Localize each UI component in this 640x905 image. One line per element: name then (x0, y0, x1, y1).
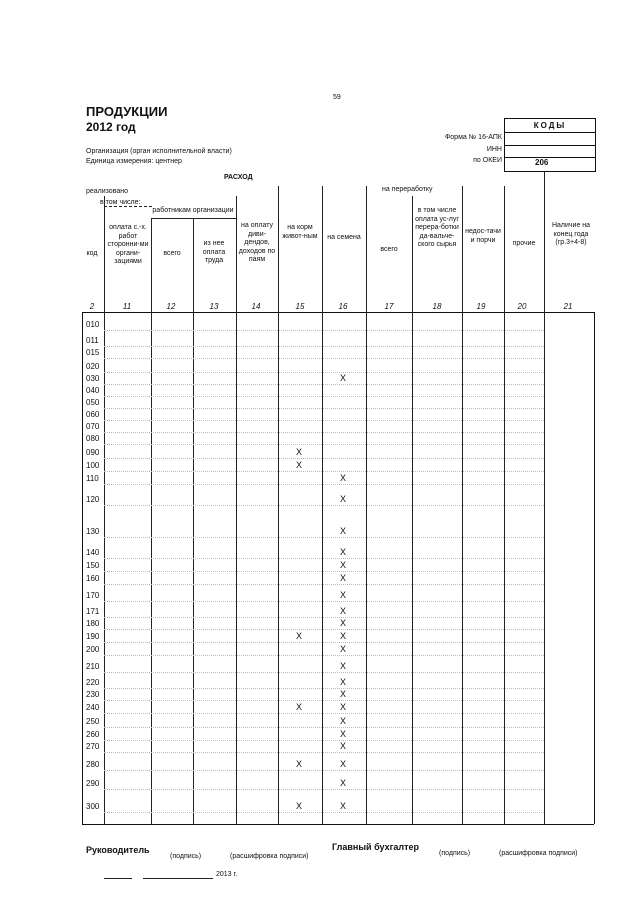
x-mark-col-16: X (340, 494, 347, 504)
x-mark-col-16: X (340, 560, 347, 570)
x-mark-col-16: X (340, 716, 347, 726)
okei-value: 206 (535, 158, 549, 167)
row-code: 300 (86, 802, 100, 811)
unit-label: Единица измерения: центнер (86, 158, 182, 165)
x-mark-col-16: X (340, 741, 347, 751)
x-mark-col-15: X (296, 631, 303, 641)
signature-caption-2: (подпись) (439, 850, 471, 857)
row-code: 100 (86, 461, 100, 470)
signature-decoding-caption-2: (расшифровка подписи) (499, 850, 578, 857)
realizovano-label: реализовано (86, 188, 128, 195)
row-code: 150 (86, 561, 100, 570)
x-mark-col-16: X (340, 778, 347, 788)
column-number: 18 (432, 302, 442, 311)
row-code: 230 (86, 690, 100, 699)
row-code: 220 (86, 678, 100, 687)
header-rabotnikam: работникам организации (152, 207, 234, 214)
row-code: 090 (86, 448, 100, 457)
page-number: 59 (333, 94, 341, 101)
x-mark-col-16: X (340, 573, 347, 583)
glavbuh-label: Главный бухгалтер (332, 842, 420, 852)
codes-box (504, 118, 596, 172)
x-mark-col-16: X (340, 473, 347, 483)
column-number: 16 (338, 302, 348, 311)
x-mark-col-15: X (296, 759, 303, 769)
header-kod: код (86, 250, 98, 257)
row-code: 060 (86, 410, 100, 419)
column-number: 19 (476, 302, 486, 311)
row-code: 200 (86, 645, 100, 654)
header-col-20: прочие (512, 240, 536, 247)
x-mark-col-15: X (296, 801, 303, 811)
column-number: 21 (563, 302, 573, 311)
row-code: 070 (86, 422, 100, 431)
row-code: 040 (86, 386, 100, 395)
rukovoditel-label: Руководитель (86, 845, 150, 855)
x-mark-col-16: X (340, 373, 347, 383)
row-code: 130 (86, 527, 100, 536)
x-mark-col-16: X (340, 677, 347, 687)
x-mark-col-16: X (340, 590, 347, 600)
organization-label: Организация (орган исполнительной власти) (86, 148, 232, 155)
header-col-11: оплата с.-х. работ сторонни-ми органи-зациями (107, 224, 149, 265)
inn-label: ИНН (486, 146, 502, 153)
row-code: 020 (86, 362, 100, 371)
header-col-13: из нее оплата труда (202, 240, 226, 264)
header-col-18: в том числе оплата ус-луг перера-ботки да-вальче-ского сырья (415, 207, 459, 248)
row-code: 280 (86, 760, 100, 769)
row-code: 290 (86, 779, 100, 788)
okei-label: по ОКЕИ (473, 157, 502, 164)
row-code: 050 (86, 398, 100, 407)
column-number: 2 (89, 302, 95, 311)
column-number: 12 (166, 302, 176, 311)
x-mark-col-15: X (296, 702, 303, 712)
report-year: 2012 год (86, 120, 136, 134)
row-code: 240 (86, 703, 100, 712)
page-title: ПРОДУКЦИИ (86, 104, 168, 119)
x-mark-col-16: X (340, 759, 347, 769)
date-year: 2013 г. (216, 871, 238, 878)
row-code: 170 (86, 591, 100, 600)
column-number: 20 (517, 302, 527, 311)
row-code: 270 (86, 742, 100, 751)
row-code: 260 (86, 730, 100, 739)
x-mark-col-16: X (340, 801, 347, 811)
codes-header: КОДЫ (505, 119, 595, 133)
column-number: 13 (209, 302, 219, 311)
x-mark-col-16: X (340, 526, 347, 536)
row-code: 171 (86, 607, 100, 616)
header-col-17: всего (380, 246, 398, 253)
x-mark-col-16: X (340, 547, 347, 557)
row-code: 015 (86, 348, 100, 357)
signature-caption-1: (подпись) (170, 853, 202, 860)
x-mark-col-16: X (340, 631, 347, 641)
na-pererabotku-label: на переработку (382, 186, 433, 193)
row-code: 160 (86, 574, 100, 583)
x-mark-col-16: X (340, 702, 347, 712)
header-col-14: на оплату диви-дендов, доходов по паям (238, 222, 276, 263)
header-col-16: на семена (327, 234, 361, 241)
column-number: 14 (251, 302, 261, 311)
row-code: 011 (86, 336, 99, 345)
header-col-21: Наличие на конец года (гр.3+4-8) (551, 222, 591, 246)
row-code: 120 (86, 495, 100, 504)
x-mark-col-16: X (340, 689, 347, 699)
row-code: 080 (86, 434, 100, 443)
column-number: 15 (295, 302, 305, 311)
x-mark-col-16: X (340, 729, 347, 739)
header-col-19: недос-тачи и порчи (465, 228, 501, 244)
x-mark-col-15: X (296, 447, 303, 457)
x-mark-col-16: X (340, 606, 347, 616)
row-code: 110 (86, 474, 99, 483)
row-code: 180 (86, 619, 100, 628)
v-tom-chisle-label: в том числе: (100, 199, 141, 206)
row-code: 030 (86, 374, 100, 383)
row-code: 010 (86, 320, 100, 329)
x-mark-col-16: X (340, 644, 347, 654)
column-number: 11 (122, 302, 132, 311)
row-code: 140 (86, 548, 100, 557)
row-code: 250 (86, 717, 100, 726)
x-mark-col-15: X (296, 460, 303, 470)
x-mark-col-16: X (340, 661, 347, 671)
x-mark-col-16: X (340, 618, 347, 628)
signature-decoding-caption-1: (расшифровка подписи) (230, 853, 309, 860)
header-col-12: всего (163, 250, 181, 257)
row-code: 210 (86, 662, 100, 671)
header-col-15: на корм живот-ным (282, 224, 318, 240)
column-number: 17 (384, 302, 394, 311)
row-code: 190 (86, 632, 100, 641)
rashod-heading: РАСХОД (224, 174, 253, 181)
form-label: Форма № 16-АПК (444, 134, 502, 141)
